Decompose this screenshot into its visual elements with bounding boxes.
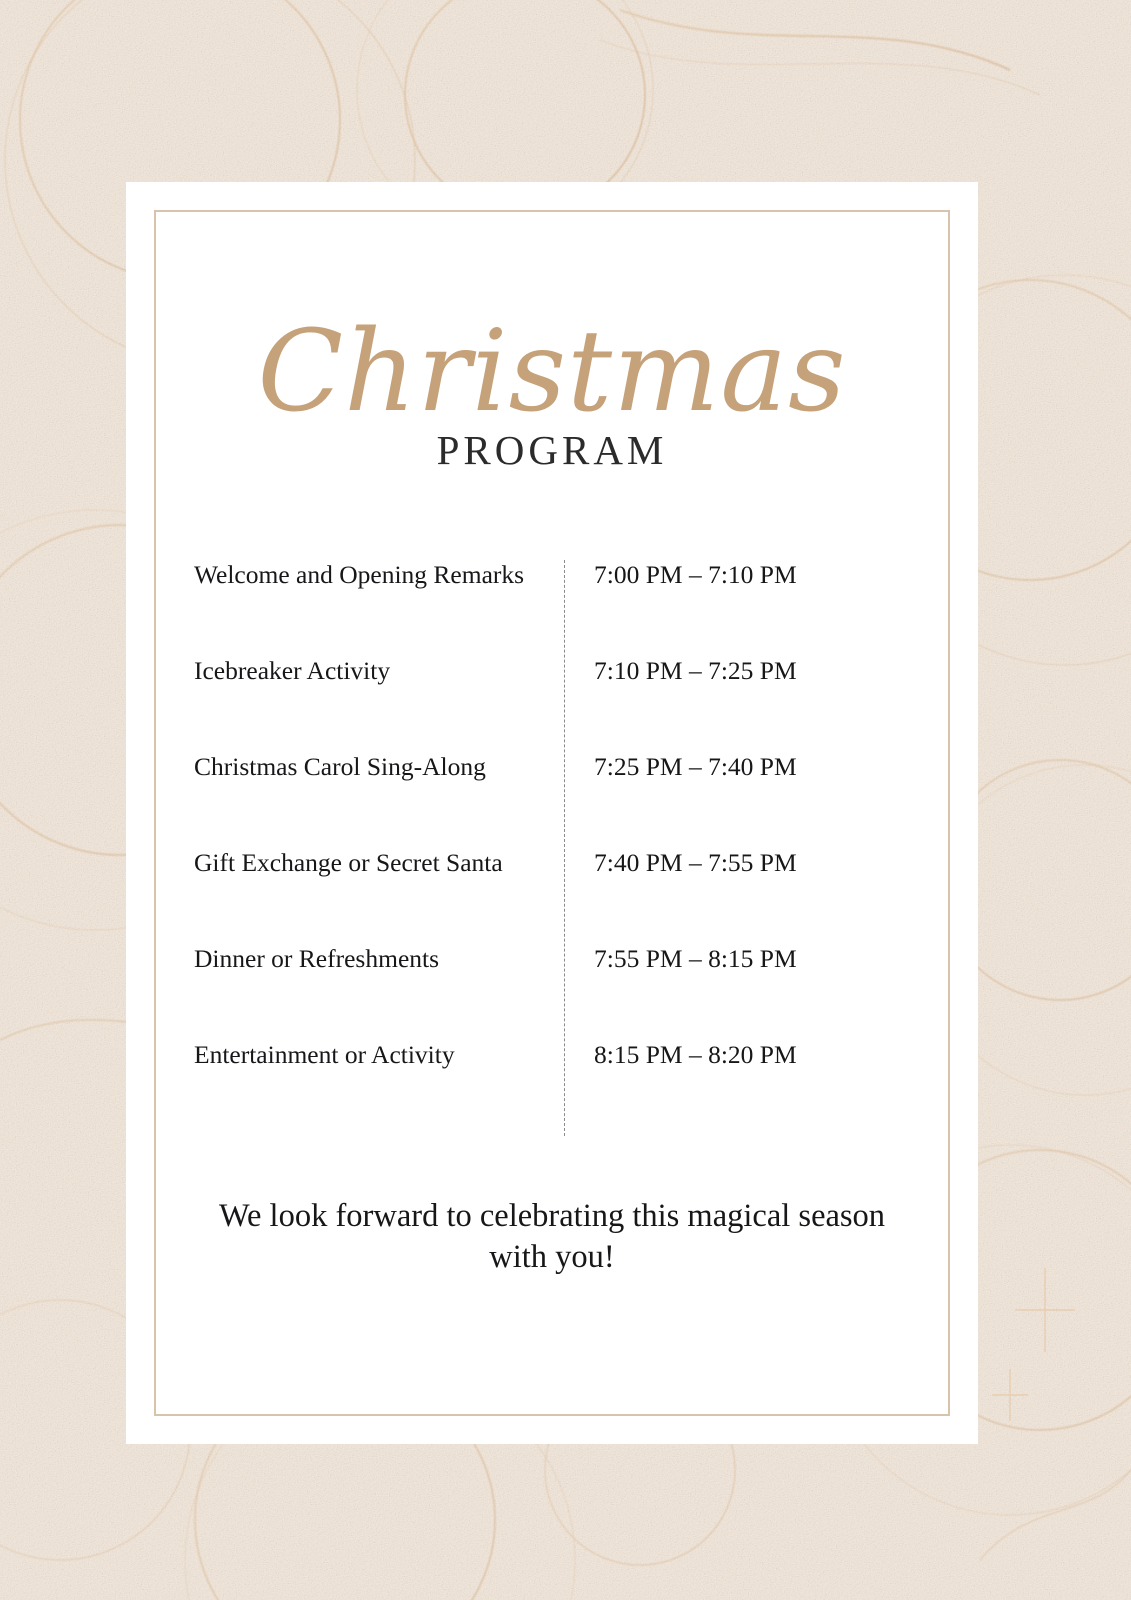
schedule-row <box>192 944 914 1040</box>
schedule-item-time: 7:40 PM – 7:55 PM <box>594 847 797 877</box>
schedule-item-time: 7:10 PM – 7:25 PM <box>594 655 797 685</box>
schedule-item-time: 7:55 PM – 8:15 PM <box>594 943 797 973</box>
closing-message: We look forward to celebrating this magical season with you! <box>218 1197 886 1276</box>
schedule-item-label: Welcome and Opening Remarks <box>194 559 525 589</box>
program-poster <box>126 182 978 1444</box>
schedule-item-label: Gift Exchange or Secret Santa <box>194 847 503 877</box>
schedule-divider <box>564 560 565 1136</box>
poster-content <box>126 182 978 1444</box>
schedule-item-time: 7:25 PM – 7:40 PM <box>594 751 797 781</box>
schedule-row <box>192 560 914 656</box>
schedule-list <box>190 560 914 1136</box>
schedule-item-time: 8:15 PM – 8:20 PM <box>594 1039 797 1069</box>
schedule-row <box>192 752 914 848</box>
schedule-item-label: Icebreaker Activity <box>194 655 391 685</box>
schedule-row <box>192 1040 914 1136</box>
schedule-row <box>192 656 914 752</box>
schedule-item-label: Dinner or Refreshments <box>194 943 440 973</box>
schedule-item-time: 7:00 PM – 7:10 PM <box>594 559 797 589</box>
schedule-item-label: Christmas Carol Sing-Along <box>194 751 486 781</box>
page-title-script: Christmas <box>257 307 847 437</box>
schedule-item-label: Entertainment or Activity <box>194 1039 455 1069</box>
page-title-subtitle: PROGRAM <box>436 426 668 473</box>
schedule-row <box>192 848 914 944</box>
